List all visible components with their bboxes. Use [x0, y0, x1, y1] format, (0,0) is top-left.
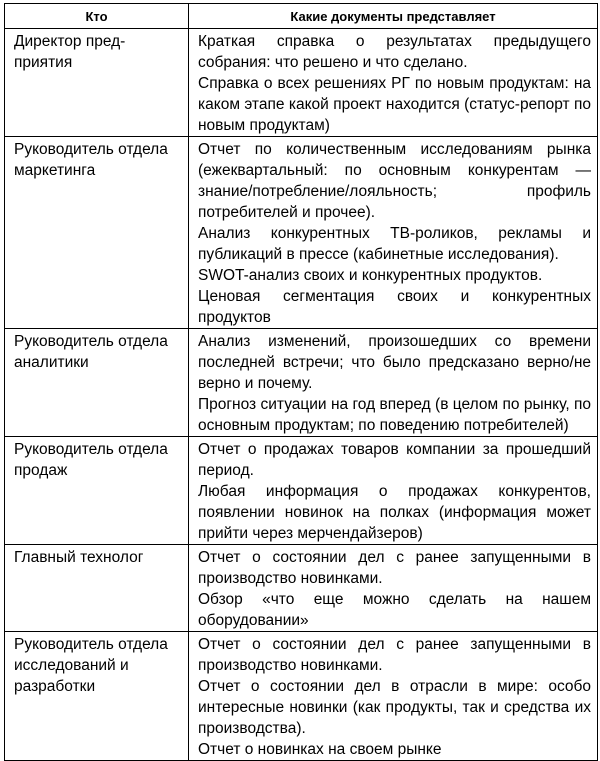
role-cell: Руководитель отдела маркетинга [5, 137, 189, 329]
role-cell: Руководитель отдела аналитики [5, 329, 189, 437]
role-cell: Руководитель отдела продаж [5, 437, 189, 545]
header-docs: Какие документы представляет [189, 4, 598, 29]
doc-item: Анализ изменений, произошедших со времени последней встречи; что было предсказано верно/не верно и почему. [198, 333, 591, 392]
table-row [5, 545, 598, 632]
role-cell: Главный технолог [5, 545, 189, 632]
docs-cell [189, 29, 598, 137]
doc-item: Отчет о состоянии дел с ранее запущенными в производство новинками. [198, 549, 591, 587]
table-row [5, 29, 598, 137]
table-row [5, 329, 598, 437]
docs-cell [189, 329, 598, 437]
role-cell: Руководитель отдела исследований и разработки [5, 632, 189, 761]
table-row [5, 632, 598, 761]
table-row [5, 137, 598, 329]
doc-item: Любая информация о продажах конкурентов, появлении новинок на полках (информация может прийти через мерчендайзеров) [198, 483, 591, 542]
table-row [5, 437, 598, 545]
doc-item: Отчет о продажах товаров компании за прошедший период. [198, 441, 591, 479]
doc-item: Анализ конкурентных ТВ-роликов, рекламы и публикаций в прессе (кабинетные исследования). [198, 225, 591, 263]
doc-item: Отчет о состоянии дел в отрасли в мире: особо интересные новинки (как продукты, так и средства их производства). [198, 678, 591, 737]
doc-item: Отчет о состоянии дел с ранее запущенными в производство новинками. [198, 636, 591, 674]
doc-item: Отчет по количественным исследованиям рынка (ежеквартальный: по основным конкурентам — знание/потребление/лояльность; профиль потребителей и прочее). [198, 141, 591, 221]
reports-table [4, 3, 598, 761]
docs-cell [189, 137, 598, 329]
header-who: Кто [5, 4, 189, 29]
doc-item: Краткая справка о результатах предыдущего собрания: что решено и что сделано. [198, 33, 591, 71]
doc-item: Справка о всех решениях РГ по новым продуктам: на каком этапе какой проект находится (статус-репорт по новым продуктам) [198, 75, 591, 134]
table-header-row [5, 4, 598, 29]
role-cell: Директор пред- приятия [5, 29, 189, 137]
doc-item: SWOT-анализ своих и конкурентных продуктов. [198, 267, 543, 284]
docs-cell [189, 437, 598, 545]
doc-item: Прогноз ситуации на год вперед (в целом по рынку, по основным продуктам; по поведению потребителей) [198, 396, 591, 434]
doc-item: Ценовая сегментация своих и конкурентных продуктов [198, 288, 591, 326]
document-page [4, 3, 597, 761]
docs-cell [189, 632, 598, 761]
doc-item: Обзор «что еще можно сделать на нашем оборудовании» [198, 591, 591, 629]
doc-item: Отчет о новинках на своем рынке [198, 741, 442, 758]
docs-cell [189, 545, 598, 632]
